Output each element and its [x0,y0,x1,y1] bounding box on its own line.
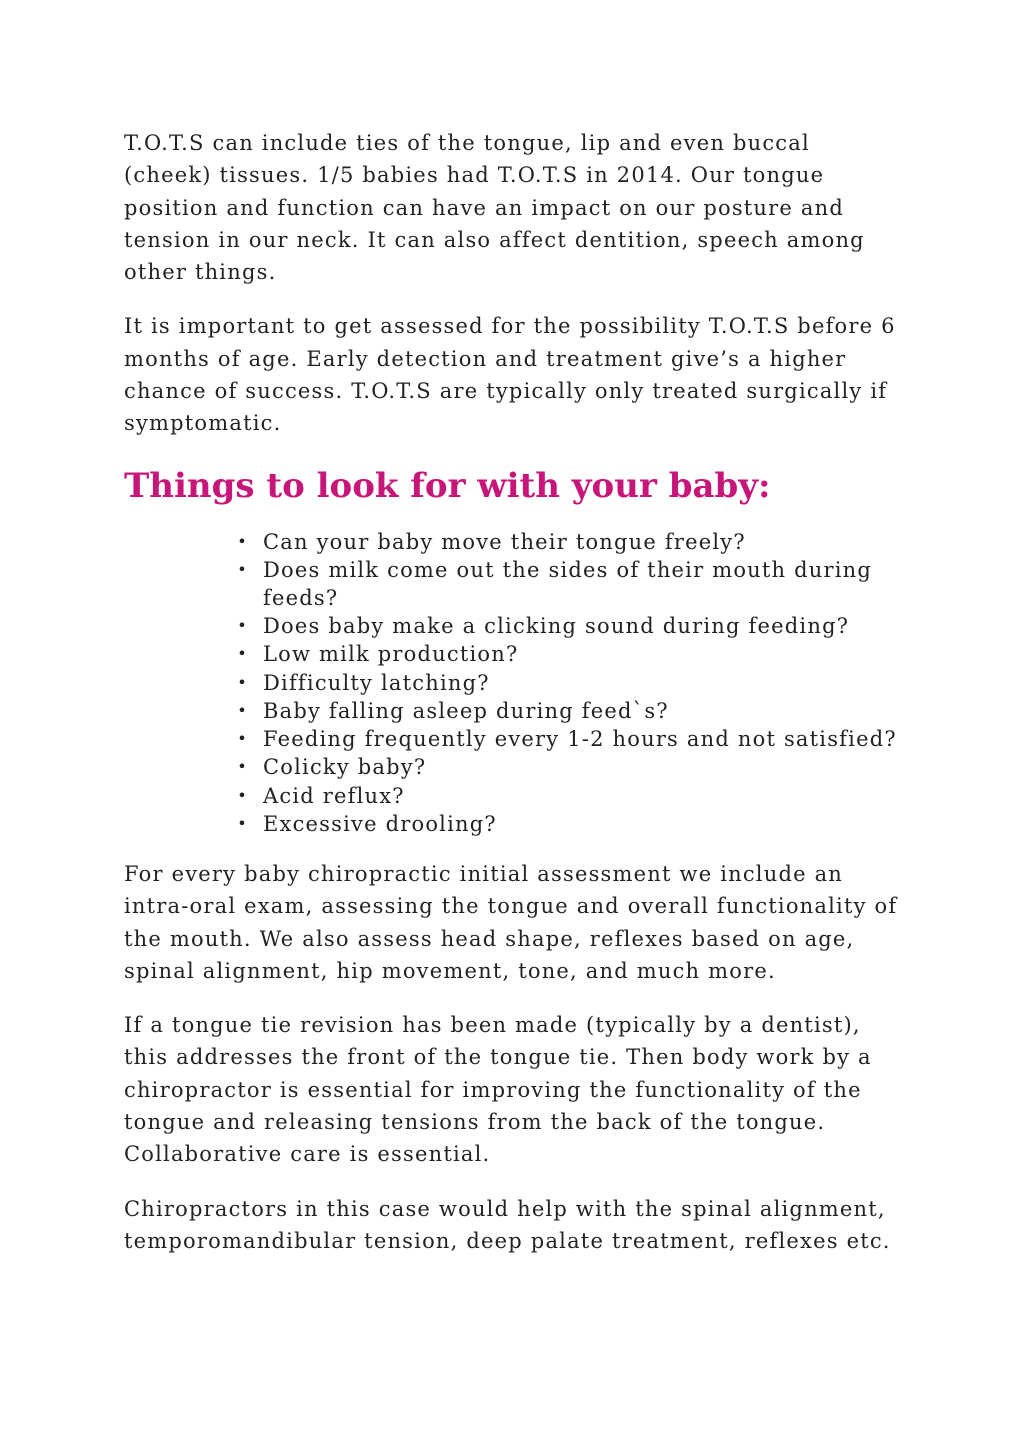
intro-paragraph-1: T.O.T.S can include ties of the tongue, lip and even buccal (cheek) tissues. 1/5 babies had T.O.T.S in 2014. Our tongue position and function can have an impact on our posture and tension in our neck. It can also affect dentition, speech among other things. [124,131,865,285]
document-page [124,127,904,1279]
bullet-icon: • [237,531,247,551]
body-paragraph-3: Chiropractors in this case would help with the spinal alignment, temporomandibular tension, deep palate treatment, reflexes etc. [124,1196,891,1253]
bullet-icon: • [237,813,247,833]
list-item [237,753,904,781]
list-item-text: Does baby make a clicking sound during feeding? [263,614,850,639]
bullet-icon: • [237,616,247,636]
bullet-icon: • [237,559,247,579]
list-item-text: Low milk production? [263,642,519,667]
list-item [237,697,904,725]
list-item-text: Does milk come out the sides of their mouth during feeds? [263,557,873,611]
list-item [237,810,904,838]
section-heading: Things to look for with your baby: [124,465,771,506]
bullet-icon: • [237,757,247,777]
list-item-text: Acid reflux? [263,783,405,808]
symptom-list [124,528,904,838]
list-item [237,669,904,697]
list-item-text: Baby falling asleep during feed`s? [263,698,669,723]
list-item-text: Colicky baby? [263,755,427,780]
list-item-text: Excessive drooling? [263,811,497,836]
list-item [237,528,904,556]
list-item-text: Feeding frequently every 1-2 hours and not satisfied? [263,727,897,752]
bullet-icon: • [237,700,247,720]
list-item [237,725,904,753]
list-item [237,782,904,810]
body-paragraph-2: If a tongue tie revision has been made (typically by a dentist), this addresses the front of the tongue tie. Then body work by a chiropractor is essential for improving the functionality of the tongue and releasing tensions from the back of the tongue. Collaborative care is essential. [124,1013,872,1167]
list-item-text: Difficulty latching? [263,670,490,695]
list-item-text: Can your baby move their tongue freely? [263,529,746,554]
list-item [237,640,904,668]
bullet-icon: • [237,729,247,749]
list-item [237,612,904,640]
body-paragraph-1: For every baby chiropractic initial assessment we include an intra-oral exam, assessing the tongue and overall functionality of the mouth. We also assess head shape, reflexes based on age, spinal alignment, hip movement, tone, and much more. [124,861,898,983]
intro-paragraph-2: It is important to get assessed for the possibility T.O.T.S before 6 months of age. Early detection and treatment give’s a higher chance of success. T.O.T.S are typically only treated surgically if symptomatic. [124,314,896,436]
bullet-icon: • [237,672,247,692]
list-item [237,556,904,612]
bullet-icon: • [237,785,247,805]
bullet-icon: • [237,644,247,664]
